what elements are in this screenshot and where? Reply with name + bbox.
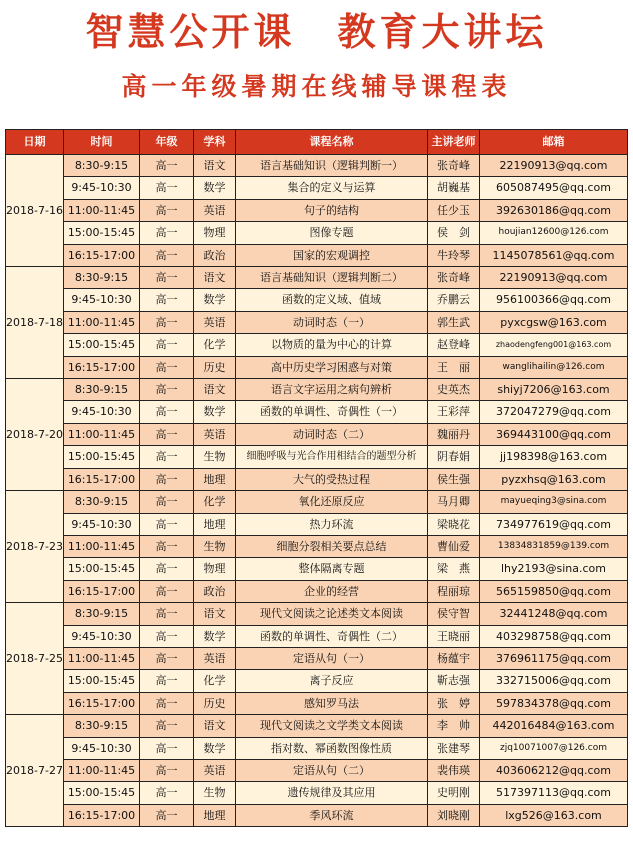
email-cell: 605087495@qq.com	[480, 177, 628, 199]
email-cell: 734977619@qq.com	[480, 513, 628, 535]
teacher-cell: 张 婷	[428, 692, 480, 714]
table-row	[6, 603, 628, 625]
course-cell: 语言文字运用之病句辨析	[236, 379, 428, 401]
teacher-cell: 任少玉	[428, 199, 480, 221]
grade-cell: 高一	[140, 244, 194, 266]
teacher-cell: 刘晓刚	[428, 804, 480, 826]
course-cell: 定语从句（二）	[236, 759, 428, 781]
course-cell: 季风环流	[236, 804, 428, 826]
grade-cell: 高一	[140, 647, 194, 669]
grade-cell: 高一	[140, 177, 194, 199]
grade-cell: 高一	[140, 692, 194, 714]
time-cell: 11:00-11:45	[64, 423, 140, 445]
subject-cell: 语文	[194, 267, 236, 289]
grade-cell: 高一	[140, 558, 194, 580]
email-cell: 22190913@qq.com	[480, 267, 628, 289]
table-row	[6, 737, 628, 759]
teacher-cell: 牛玲琴	[428, 244, 480, 266]
time-cell: 9:45-10:30	[64, 737, 140, 759]
subject-cell: 英语	[194, 423, 236, 445]
grade-cell: 高一	[140, 289, 194, 311]
table-row	[6, 625, 628, 647]
email-cell: shiyj7206@163.com	[480, 379, 628, 401]
course-cell: 集合的定义与运算	[236, 177, 428, 199]
teacher-cell: 梁晓花	[428, 513, 480, 535]
table-row	[6, 804, 628, 826]
table-row	[6, 759, 628, 781]
teacher-cell: 马月卿	[428, 491, 480, 513]
grade-cell: 高一	[140, 491, 194, 513]
teacher-cell: 王彩萍	[428, 401, 480, 423]
table-row	[6, 199, 628, 221]
email-cell: lhy2193@sina.com	[480, 558, 628, 580]
teacher-cell: 史英杰	[428, 379, 480, 401]
time-cell: 9:45-10:30	[64, 177, 140, 199]
time-cell: 16:15-17:00	[64, 804, 140, 826]
course-cell: 以物质的量为中心的计算	[236, 334, 428, 356]
grade-cell: 高一	[140, 625, 194, 647]
grade-cell: 高一	[140, 759, 194, 781]
column-header-grade: 年级	[140, 130, 194, 155]
grade-cell: 高一	[140, 379, 194, 401]
email-cell: 369443100@qq.com	[480, 423, 628, 445]
time-cell: 9:45-10:30	[64, 401, 140, 423]
email-cell: lxg526@163.com	[480, 804, 628, 826]
subject-cell: 数学	[194, 625, 236, 647]
subject-cell: 数学	[194, 737, 236, 759]
time-cell: 8:30-9:15	[64, 379, 140, 401]
grade-cell: 高一	[140, 222, 194, 244]
time-cell: 16:15-17:00	[64, 692, 140, 714]
table-row	[6, 334, 628, 356]
table-row	[6, 356, 628, 378]
teacher-cell: 侯守智	[428, 603, 480, 625]
subject-cell: 历史	[194, 692, 236, 714]
table-row	[6, 222, 628, 244]
teacher-cell: 张建琴	[428, 737, 480, 759]
grade-cell: 高一	[140, 670, 194, 692]
email-cell: 597834378@qq.com	[480, 692, 628, 714]
subject-cell: 地理	[194, 513, 236, 535]
table-row	[6, 715, 628, 737]
email-cell: 1145078561@qq.com	[480, 244, 628, 266]
teacher-cell: 张奇峰	[428, 267, 480, 289]
grade-cell: 高一	[140, 737, 194, 759]
teacher-cell: 张奇峰	[428, 155, 480, 177]
table-body	[6, 155, 628, 827]
table-row	[6, 670, 628, 692]
email-cell: pyzxhsq@163.com	[480, 468, 628, 490]
course-cell: 动词时态（一）	[236, 311, 428, 333]
course-cell: 函数的单调性、奇偶性（二）	[236, 625, 428, 647]
email-cell: 376961175@qq.com	[480, 647, 628, 669]
table-row	[6, 782, 628, 804]
table-row	[6, 468, 628, 490]
teacher-cell: 梁 燕	[428, 558, 480, 580]
table-row	[6, 446, 628, 468]
subject-cell: 英语	[194, 311, 236, 333]
teacher-cell: 王 丽	[428, 356, 480, 378]
course-cell: 热力环流	[236, 513, 428, 535]
time-cell: 16:15-17:00	[64, 580, 140, 602]
email-cell: 13834831859@139.com	[480, 535, 628, 557]
time-cell: 8:30-9:15	[64, 715, 140, 737]
table-row	[6, 580, 628, 602]
teacher-cell: 李 帅	[428, 715, 480, 737]
course-cell: 句子的结构	[236, 199, 428, 221]
table-row	[6, 423, 628, 445]
course-cell: 细胞呼吸与光合作用相结合的题型分析	[236, 446, 428, 468]
grade-cell: 高一	[140, 401, 194, 423]
teacher-cell: 程丽琼	[428, 580, 480, 602]
grade-cell: 高一	[140, 513, 194, 535]
email-cell: 332715006@qq.com	[480, 670, 628, 692]
email-cell: pyxcgsw@163.com	[480, 311, 628, 333]
subject-cell: 英语	[194, 199, 236, 221]
column-header-time: 时间	[64, 130, 140, 155]
course-cell: 动词时态（二）	[236, 423, 428, 445]
subject-cell: 语文	[194, 603, 236, 625]
time-cell: 15:00-15:45	[64, 670, 140, 692]
grade-cell: 高一	[140, 535, 194, 557]
grade-cell: 高一	[140, 782, 194, 804]
subject-cell: 政治	[194, 580, 236, 602]
time-cell: 8:30-9:15	[64, 155, 140, 177]
table-row	[6, 491, 628, 513]
time-cell: 9:45-10:30	[64, 289, 140, 311]
time-cell: 9:45-10:30	[64, 625, 140, 647]
course-cell: 现代文阅读之文学类文本阅读	[236, 715, 428, 737]
schedule-table	[5, 129, 628, 827]
teacher-cell: 王晓丽	[428, 625, 480, 647]
subject-cell: 生物	[194, 535, 236, 557]
main-title: 智慧公开课 教育大讲坛	[85, 10, 548, 54]
grade-cell: 高一	[140, 603, 194, 625]
course-cell: 整体隔离专题	[236, 558, 428, 580]
course-cell: 指对数、幂函数图像性质	[236, 737, 428, 759]
grade-cell: 高一	[140, 423, 194, 445]
time-cell: 11:00-11:45	[64, 759, 140, 781]
date-cell: 2018-7-16	[6, 155, 64, 267]
column-header-date: 日期	[6, 130, 64, 155]
table-row	[6, 177, 628, 199]
course-cell: 氧化还原反应	[236, 491, 428, 513]
email-cell: 32441248@qq.com	[480, 603, 628, 625]
teacher-cell: 胡巍基	[428, 177, 480, 199]
email-cell: 956100366@qq.com	[480, 289, 628, 311]
subject-cell: 数学	[194, 289, 236, 311]
table-row	[6, 692, 628, 714]
time-cell: 15:00-15:45	[64, 782, 140, 804]
grade-cell: 高一	[140, 334, 194, 356]
teacher-cell: 裴伟瑛	[428, 759, 480, 781]
teacher-cell: 阴春娟	[428, 446, 480, 468]
table-row	[6, 267, 628, 289]
subject-cell: 语文	[194, 155, 236, 177]
teacher-cell: 赵登峰	[428, 334, 480, 356]
time-cell: 11:00-11:45	[64, 647, 140, 669]
date-cell: 2018-7-23	[6, 491, 64, 603]
email-cell: 372047279@qq.com	[480, 401, 628, 423]
date-cell: 2018-7-25	[6, 603, 64, 715]
table-row	[6, 311, 628, 333]
grade-cell: 高一	[140, 356, 194, 378]
sub-title: 高一年级暑期在线辅导课程表	[121, 72, 512, 101]
course-cell: 函数的单调性、奇偶性（一）	[236, 401, 428, 423]
teacher-cell: 侯 剑	[428, 222, 480, 244]
time-cell: 9:45-10:30	[64, 513, 140, 535]
course-cell: 感知罗马法	[236, 692, 428, 714]
course-cell: 图像专题	[236, 222, 428, 244]
subject-cell: 生物	[194, 782, 236, 804]
subject-cell: 化学	[194, 334, 236, 356]
teacher-cell: 曹仙爱	[428, 535, 480, 557]
grade-cell: 高一	[140, 199, 194, 221]
course-cell: 企业的经营	[236, 580, 428, 602]
table-row	[6, 513, 628, 535]
table-header-row	[6, 130, 628, 155]
time-cell: 15:00-15:45	[64, 222, 140, 244]
column-header-course: 课程名称	[236, 130, 428, 155]
grade-cell: 高一	[140, 155, 194, 177]
email-cell: houjian12600@126.com	[480, 222, 628, 244]
grade-cell: 高一	[140, 804, 194, 826]
course-cell: 定语从句（一）	[236, 647, 428, 669]
email-cell: 403298758@qq.com	[480, 625, 628, 647]
column-header-email: 邮箱	[480, 130, 628, 155]
date-cell: 2018-7-20	[6, 379, 64, 491]
time-cell: 16:15-17:00	[64, 468, 140, 490]
course-cell: 大气的受热过程	[236, 468, 428, 490]
subject-cell: 地理	[194, 804, 236, 826]
grade-cell: 高一	[140, 468, 194, 490]
date-cell: 2018-7-18	[6, 267, 64, 379]
grade-cell: 高一	[140, 267, 194, 289]
email-cell: wanglihailin@126.com	[480, 356, 628, 378]
subject-cell: 政治	[194, 244, 236, 266]
email-cell: 392630186@qq.com	[480, 199, 628, 221]
table-row	[6, 155, 628, 177]
subject-cell: 生物	[194, 446, 236, 468]
subject-cell: 物理	[194, 222, 236, 244]
date-cell: 2018-7-27	[6, 715, 64, 827]
grade-cell: 高一	[140, 311, 194, 333]
course-cell: 国家的宏观调控	[236, 244, 428, 266]
email-cell: 403606212@qq.com	[480, 759, 628, 781]
email-cell: jj198398@163.com	[480, 446, 628, 468]
teacher-cell: 史明刚	[428, 782, 480, 804]
table-row	[6, 289, 628, 311]
course-cell: 现代文阅读之论述类文本阅读	[236, 603, 428, 625]
table-row	[6, 535, 628, 557]
course-cell: 函数的定义域、值域	[236, 289, 428, 311]
time-cell: 15:00-15:45	[64, 446, 140, 468]
time-cell: 16:15-17:00	[64, 356, 140, 378]
teacher-cell: 侯生强	[428, 468, 480, 490]
course-cell: 细胞分裂相关要点总结	[236, 535, 428, 557]
time-cell: 11:00-11:45	[64, 199, 140, 221]
teacher-cell: 郭生武	[428, 311, 480, 333]
email-cell: 22190913@qq.com	[480, 155, 628, 177]
email-cell: 442016484@163.com	[480, 715, 628, 737]
email-cell: zhaodengfeng001@163.com	[480, 334, 628, 356]
course-cell: 语言基础知识（逻辑判断二）	[236, 267, 428, 289]
email-cell: mayueqing3@sina.com	[480, 491, 628, 513]
subject-cell: 英语	[194, 647, 236, 669]
teacher-cell: 靳志强	[428, 670, 480, 692]
subject-cell: 语文	[194, 715, 236, 737]
table-row	[6, 401, 628, 423]
table-row	[6, 379, 628, 401]
course-cell: 离子反应	[236, 670, 428, 692]
time-cell: 8:30-9:15	[64, 267, 140, 289]
table-row	[6, 244, 628, 266]
email-cell: 517397113@qq.com	[480, 782, 628, 804]
course-cell: 遗传规律及其应用	[236, 782, 428, 804]
teacher-cell: 乔鹏云	[428, 289, 480, 311]
subject-cell: 化学	[194, 670, 236, 692]
subject-cell: 数学	[194, 401, 236, 423]
email-cell: 565159850@qq.com	[480, 580, 628, 602]
teacher-cell: 杨蕴宇	[428, 647, 480, 669]
subject-cell: 语文	[194, 379, 236, 401]
course-cell: 语言基础知识（逻辑判断一）	[236, 155, 428, 177]
subject-cell: 物理	[194, 558, 236, 580]
time-cell: 8:30-9:15	[64, 491, 140, 513]
column-header-subject: 学科	[194, 130, 236, 155]
subject-cell: 数学	[194, 177, 236, 199]
time-cell: 15:00-15:45	[64, 558, 140, 580]
time-cell: 16:15-17:00	[64, 244, 140, 266]
subject-cell: 历史	[194, 356, 236, 378]
subject-cell: 英语	[194, 759, 236, 781]
grade-cell: 高一	[140, 715, 194, 737]
time-cell: 8:30-9:15	[64, 603, 140, 625]
time-cell: 11:00-11:45	[64, 311, 140, 333]
table-row	[6, 558, 628, 580]
grade-cell: 高一	[140, 446, 194, 468]
time-cell: 11:00-11:45	[64, 535, 140, 557]
grade-cell: 高一	[140, 580, 194, 602]
course-cell: 高中历史学习困惑与对策	[236, 356, 428, 378]
teacher-cell: 魏丽丹	[428, 423, 480, 445]
time-cell: 15:00-15:45	[64, 334, 140, 356]
column-header-teacher: 主讲老师	[428, 130, 480, 155]
email-cell: zjq10071007@126.com	[480, 737, 628, 759]
table-row	[6, 647, 628, 669]
subject-cell: 地理	[194, 468, 236, 490]
subject-cell: 化学	[194, 491, 236, 513]
